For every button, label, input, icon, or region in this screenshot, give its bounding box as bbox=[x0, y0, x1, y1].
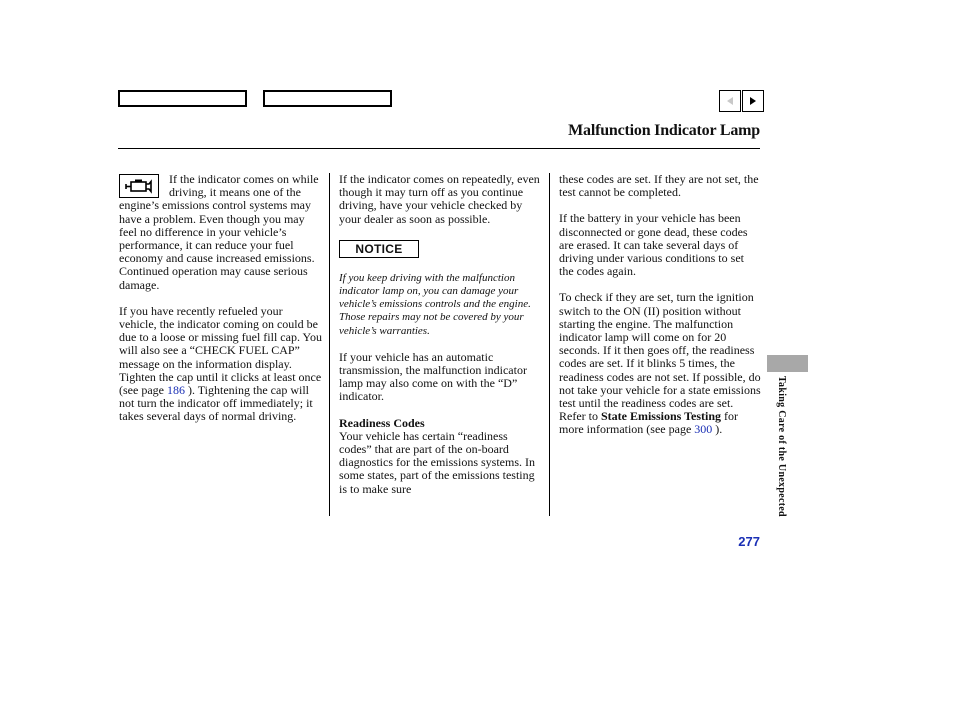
column-divider bbox=[329, 173, 330, 516]
paragraph-text: If the indicator comes on while driving, it means one of the engine’s emissions control systems may have a problem. Even though you may feel no difference in your vehicle’s performance, it can reduce your fuel economy and cause increased emissions. Continued operation may cause serious damage. bbox=[119, 172, 319, 292]
notice-label: NOTICE bbox=[339, 240, 419, 258]
column-3 bbox=[559, 173, 761, 450]
section-tab-marker[interactable] bbox=[767, 355, 808, 372]
notice-text: If you keep driving with the malfunction indicator lamp on, you can damage your vehicle’s emissions controls and the engine. Those repairs may not be covered by your vehicle’s warranties. bbox=[339, 271, 531, 337]
state-emissions-reference: State Emissions Testing bbox=[600, 409, 722, 424]
paragraph-text: ). Tightening the cap will not turn the indicator off immediately; it takes several days of normal driving. bbox=[119, 383, 313, 424]
paragraph: If your vehicle has an automatic transmission, the malfunction indicator lamp may also come on with the “D” indicator. bbox=[339, 349, 527, 404]
paragraph bbox=[559, 291, 761, 436]
paragraph: If the indicator comes on repeatedly, even though it may turn off as you continue driving, have your vehicle checked by your dealer as soon as possible. bbox=[339, 172, 540, 226]
paragraph: these codes are set. If they are not set, the test cannot be completed. bbox=[559, 172, 759, 200]
next-page-arrow-icon bbox=[748, 96, 758, 106]
column-1 bbox=[119, 173, 323, 437]
title-rule bbox=[118, 148, 760, 149]
page-300-link[interactable]: 300 bbox=[694, 422, 713, 437]
column-2 bbox=[339, 173, 541, 509]
nav-box-index[interactable] bbox=[263, 90, 392, 107]
paragraph: If the battery in your vehicle has been disconnected or gone dead, these codes are erased. It can take several days of driving under various conditions to set the codes again. bbox=[559, 211, 748, 279]
section-heading: Readiness Codes bbox=[339, 415, 425, 430]
prev-page-arrow-icon bbox=[725, 96, 735, 106]
column-divider bbox=[549, 173, 550, 516]
paragraph: Your vehicle has certain “readiness codes” that are part of the on-board diagnostics for the emissions systems. In some states, part of the emissions testing is to make sure bbox=[339, 428, 535, 496]
prev-page-button[interactable] bbox=[719, 90, 741, 112]
page-title: Malfunction Indicator Lamp bbox=[568, 122, 760, 139]
paragraph-text: for more information (see page bbox=[559, 409, 739, 437]
page-number: 277 bbox=[738, 534, 760, 549]
check-engine-icon bbox=[119, 174, 159, 198]
nav-box-contents[interactable] bbox=[118, 90, 247, 107]
paragraph bbox=[119, 305, 323, 424]
page-186-link[interactable]: 186 bbox=[166, 383, 185, 398]
paragraph-text: ). bbox=[715, 422, 723, 437]
paragraph-text: To check if they are set, turn the ignition switch to the ON (II) position without starting the engine. The malfunction indicator lamp will come on for 20 seconds. If it then goes off, the readiness codes are set. If it blinks 5 times, the readiness codes are not set. If possible, do not take your vehicle for a state emissions test until the readiness codes are set. Refer to bbox=[559, 290, 761, 424]
paragraph bbox=[119, 173, 323, 292]
next-page-button[interactable] bbox=[742, 90, 764, 112]
paragraph-text: If you have recently refueled your vehicle, the indicator coming on could be due to a loose or missing fuel fill cap. You will also see a “CHECK FUEL CAP” message on the information display. Tighten the cap until it clicks at least once (see page bbox=[119, 303, 322, 398]
section-tab-label: Taking Care of the Unexpected bbox=[776, 376, 787, 517]
